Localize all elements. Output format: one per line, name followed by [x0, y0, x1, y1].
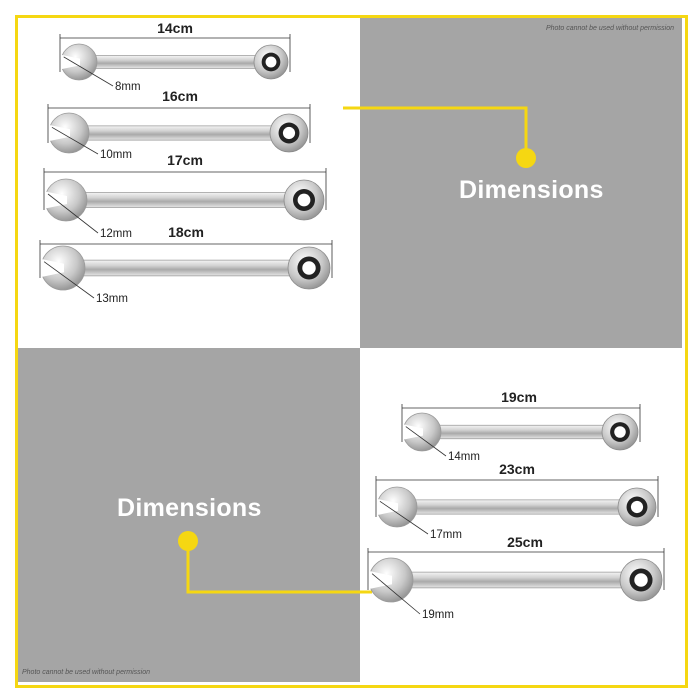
- wrench-shaft: [422, 425, 620, 439]
- size-label: 10mm: [100, 149, 132, 161]
- connector-dot-top: [516, 148, 536, 168]
- length-label: 14cm: [157, 20, 193, 36]
- wrench-shaft: [63, 260, 309, 276]
- connector-bottom: [178, 531, 372, 592]
- wrench-shaft: [66, 193, 304, 208]
- wrench-ring-center: [298, 194, 311, 207]
- size-label: 13mm: [96, 293, 128, 305]
- watermark-top: Photo cannot be used without permission: [545, 25, 674, 32]
- length-label: 25cm: [507, 534, 543, 550]
- top-wrench-0: [59, 20, 290, 93]
- wrench-ring-center: [614, 426, 626, 438]
- wrench-shaft: [69, 126, 289, 140]
- size-label: 17mm: [430, 529, 462, 541]
- watermark-bottom: Photo cannot be used without permission: [22, 669, 151, 676]
- wrench-ring-center: [634, 573, 647, 586]
- connector-dot-bottom: [178, 531, 198, 551]
- dimensions-heading-right: Dimensions: [459, 176, 604, 204]
- length-label: 23cm: [499, 461, 535, 477]
- size-label: 14mm: [448, 451, 480, 463]
- wrench-ring-center: [302, 261, 315, 274]
- length-label: 19cm: [501, 389, 537, 405]
- length-label: 18cm: [168, 224, 204, 240]
- bottom-wrench-0: [401, 389, 640, 463]
- size-label: 19mm: [422, 609, 454, 621]
- top-wrench-3: [39, 224, 332, 305]
- wrench-ring-center: [266, 57, 277, 68]
- length-label: 17cm: [167, 152, 203, 168]
- size-label: 12mm: [100, 228, 132, 240]
- bottom-wrench-2: [367, 534, 664, 621]
- wrench-ring-center: [283, 127, 295, 139]
- connector-top: [343, 108, 536, 168]
- wrench-shaft: [391, 572, 641, 588]
- wrench-ring-center: [631, 501, 643, 513]
- length-label: 16cm: [162, 88, 198, 104]
- dimensions-heading-left: Dimensions: [117, 494, 262, 522]
- top-wrench-1: [47, 88, 310, 161]
- bottom-wrench-1: [375, 461, 658, 541]
- size-label: 8mm: [115, 81, 141, 93]
- wrench-shaft: [79, 56, 271, 69]
- wrench-shaft: [397, 500, 637, 514]
